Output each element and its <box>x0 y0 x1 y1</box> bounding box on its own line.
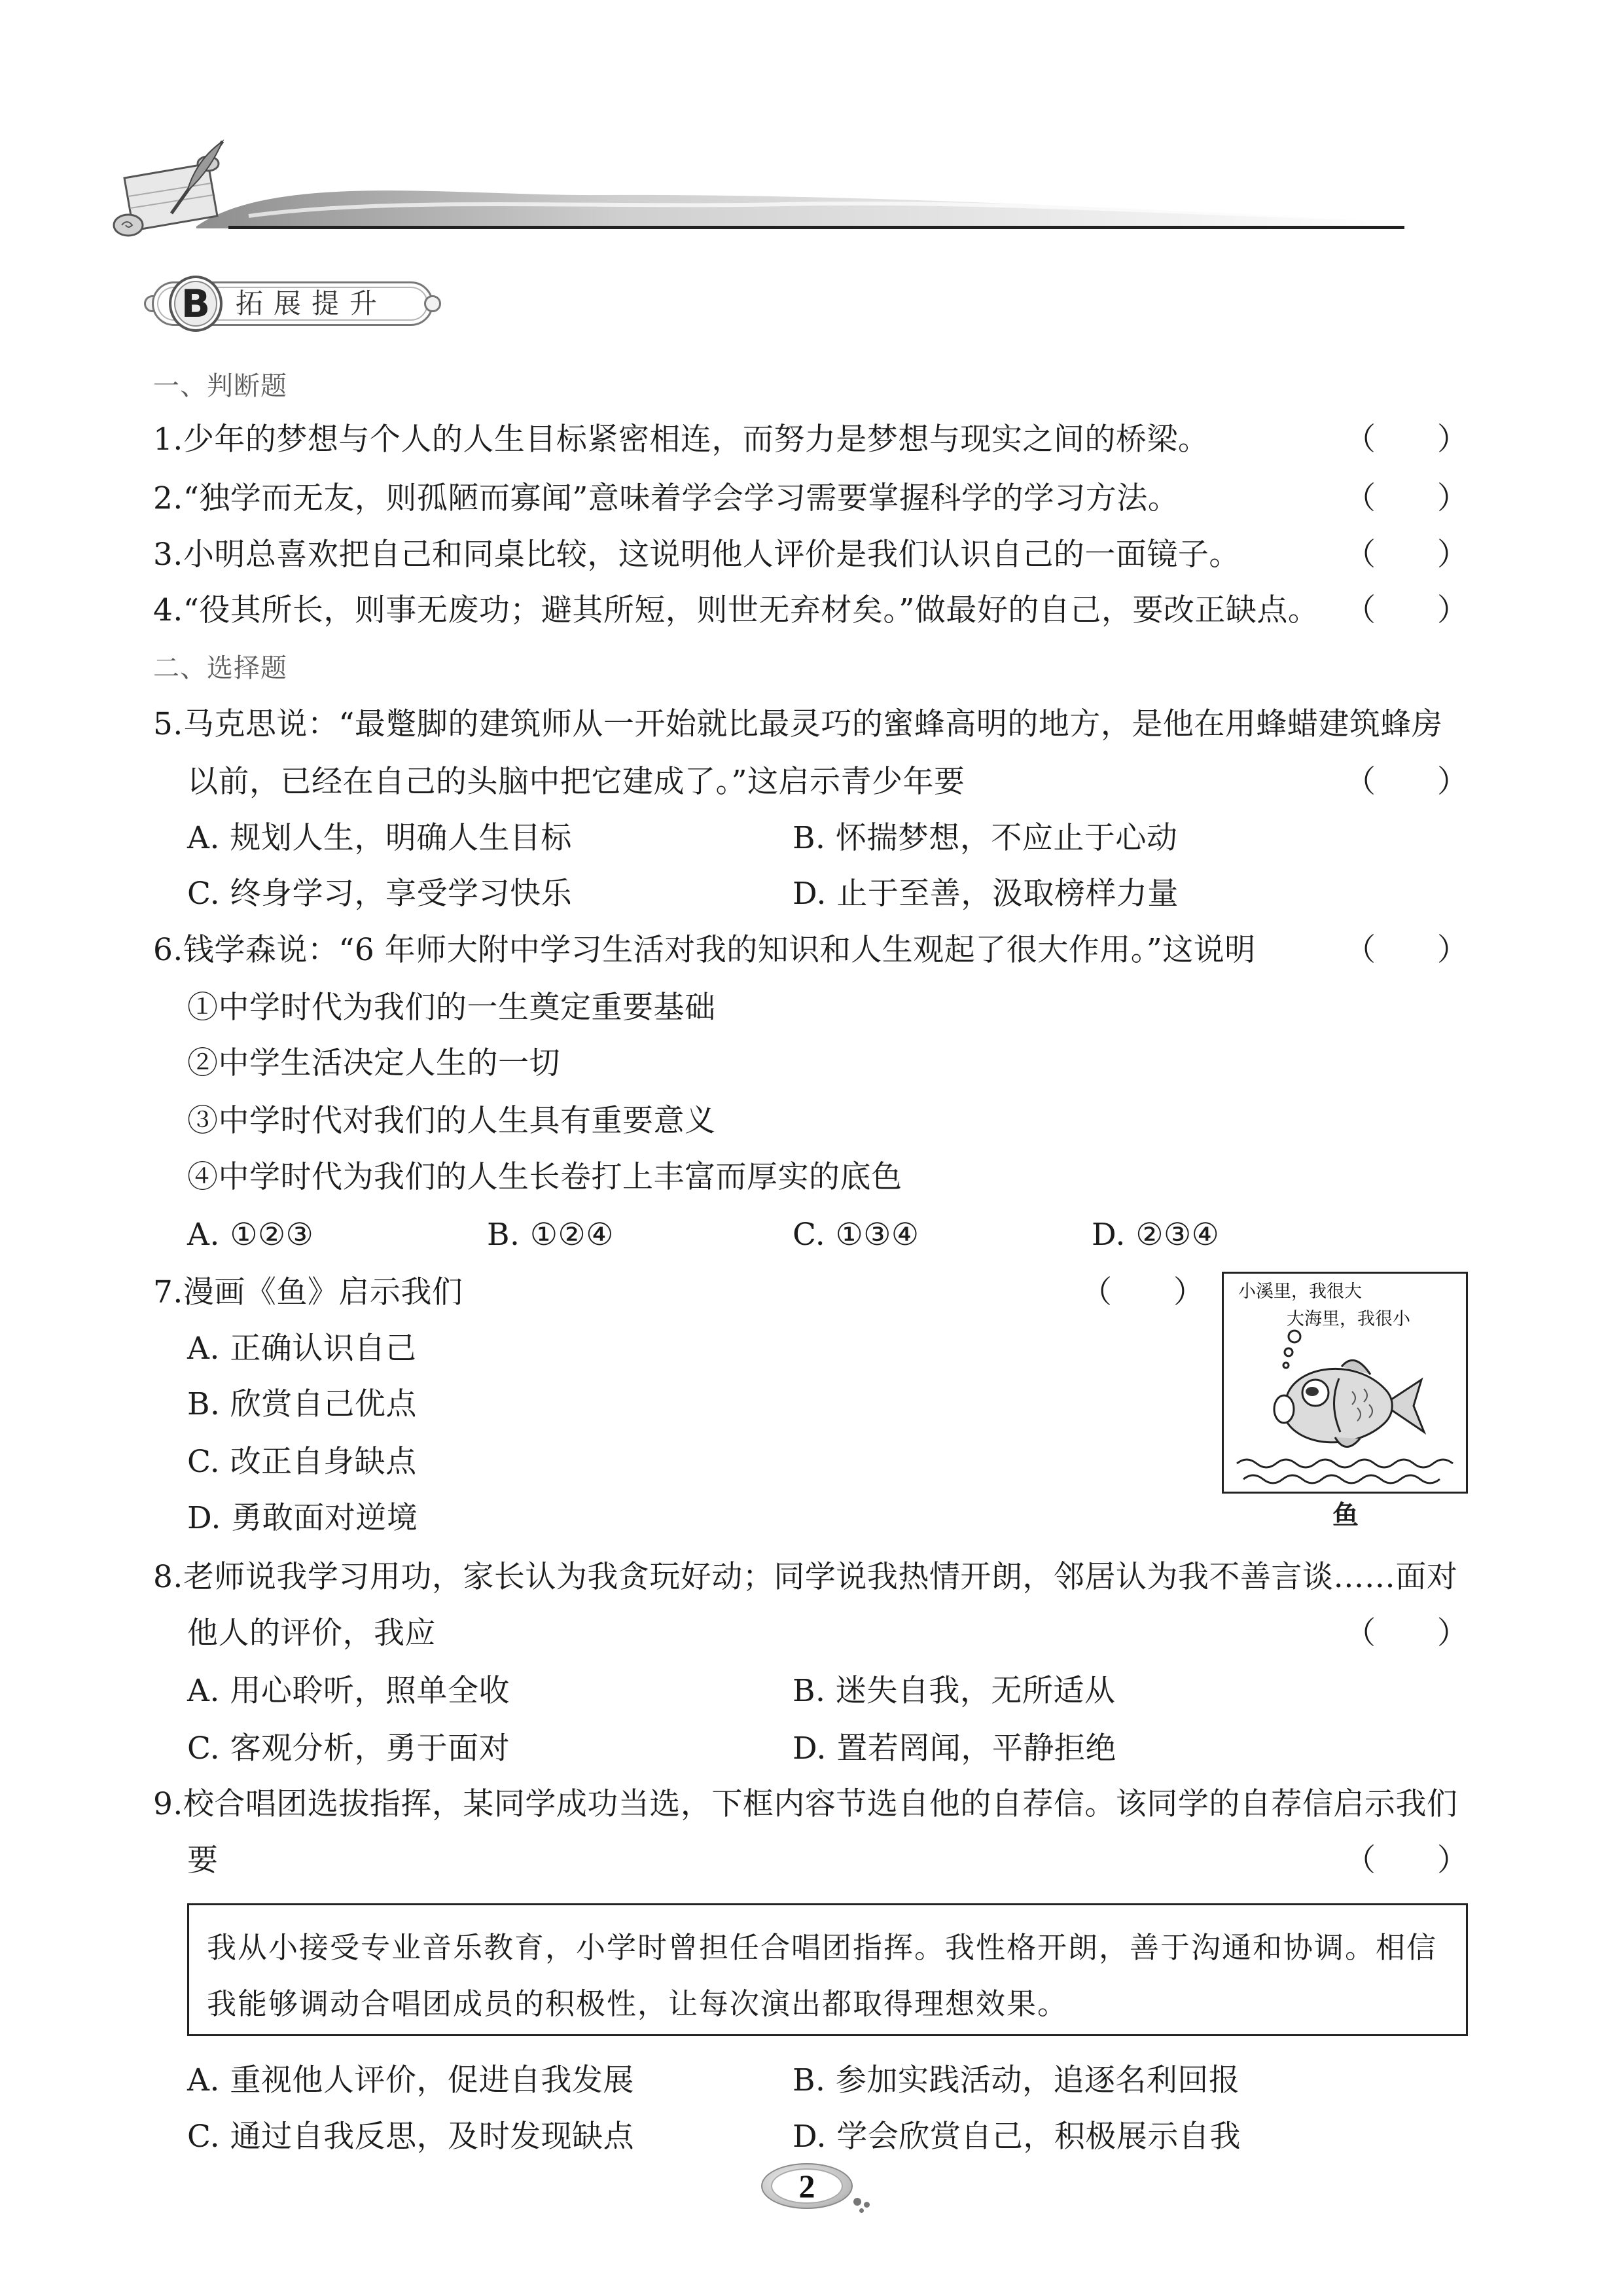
excerpt-line-1: 我从小接受专业音乐教育，小学时曾担任合唱团指挥。我性格开朗，善于沟通和协调。相信 <box>207 1930 1438 1965</box>
section-letter-circle <box>169 276 223 332</box>
answer-blank: （ ） <box>1345 422 1468 457</box>
q6-statement-4: ④中学时代为我们的人生长卷打上丰富而厚实的底色 <box>187 1159 902 1195</box>
q8-stem-line-1: 8.老师说我学习用功，家长认为我贪玩好动；同学说我热情开朗，邻居认为我不善言谈……面对 <box>153 1559 1458 1595</box>
q8-option-d: D. 置若罔闻，平静拒绝 <box>793 1731 1116 1767</box>
wave-lines <box>1237 1460 1453 1483</box>
q9-option-d: D. 学会欣赏自己，积极展示自我 <box>793 2119 1241 2155</box>
q8-stem-line-2: 他人的评价，我应 <box>187 1615 436 1651</box>
answer-blank: （ ） <box>1345 480 1468 516</box>
q9-stem-line-1: 9.校合唱团选拔指挥，某同学成功当选，下框内容节选自他的自荐信。该同学的自荐信启示我们 <box>153 1786 1458 1822</box>
q6-statement-2: ②中学生活决定人生的一切 <box>187 1045 560 1081</box>
cartoon-speech-2: 大海里，我很小 <box>1287 1309 1410 1329</box>
header-decoration <box>0 0 1623 262</box>
choice-heading: 二、选择题 <box>153 653 287 683</box>
q5-stem-line-1: 5.马克思说：“最蹩脚的建筑师从一开始就比最灵巧的蜜蜂高明的地方，是他在用蜂蜡建筑蜂房 <box>153 706 1443 742</box>
q9-option-c: C. 通过自我反思，及时发现缺点 <box>187 2119 635 2155</box>
q7-stem-line-1: 7.漫画《鱼》启示我们 <box>153 1274 463 1310</box>
q6-stem-line-1: 6.钱学森说：“6 年师大附中学习生活对我的知识和人生观起了很大作用。”这说明 <box>153 932 1256 968</box>
section-title: 拓展提升 <box>236 287 388 319</box>
badge-right-ornament <box>424 295 441 312</box>
header-band <box>196 190 1404 228</box>
q6-option-d: D. ②③④ <box>1092 1217 1220 1253</box>
q6-option-b: B. ①②④ <box>487 1217 614 1253</box>
q5-option-a: A. 规划人生，明确人生目标 <box>187 820 572 856</box>
header-rule <box>228 226 1404 229</box>
page-number: 2 <box>798 2168 815 2204</box>
answer-blank: （ ） <box>1081 1274 1204 1310</box>
bubble-icon <box>1283 1331 1300 1368</box>
q9-option-b: B. 参加实践活动，追逐名利回报 <box>793 2062 1240 2098</box>
q8-option-c: C. 客观分析，勇于面对 <box>187 1731 510 1767</box>
judgment-item-3: 3.小明总喜欢把自己和同桌比较，这说明他人评价是我们认识自己的一面镜子。 <box>153 537 1240 573</box>
q6-option-a: A. ①②③ <box>187 1217 314 1253</box>
cartoon-speech-1: 小溪里，我很大 <box>1238 1282 1362 1302</box>
page-number-dot <box>859 2208 864 2213</box>
section-letter: B <box>181 281 211 326</box>
q5-option-d: D. 止于至善，汲取榜样力量 <box>793 876 1179 912</box>
q6-statement-1: ①中学时代为我们的一生奠定重要基础 <box>187 990 716 1026</box>
cartoon-caption: 鱼 <box>1332 1500 1359 1530</box>
judgment-heading: 一、判断题 <box>153 371 287 401</box>
answer-blank: （ ） <box>1345 1842 1468 1878</box>
q7-option-b: B. 欣赏自己优点 <box>187 1386 417 1422</box>
q9-stem-line-2: 要 <box>187 1842 219 1878</box>
answer-blank: （ ） <box>1345 537 1468 573</box>
q5-stem-line-2: 以前，已经在自己的头脑中把它建成了。”这启示青少年要 <box>187 764 965 800</box>
judgment-item-1: 1.少年的梦想与个人的人生目标紧密相连，而努力是梦想与现实之间的桥梁。 <box>153 422 1209 457</box>
answer-blank: （ ） <box>1345 592 1468 628</box>
judgment-item-4: 4.“役其所长，则事无废功；避其所短，则世无弃材矣。”做最好的自己，要改正缺点。 <box>153 592 1319 628</box>
q5-option-b: B. 怀揣梦想，不应止于心动 <box>793 820 1178 856</box>
page-number-dot <box>853 2198 861 2206</box>
q6-option-c: C. ①③④ <box>793 1217 919 1253</box>
excerpt-line-2: 我能够调动合唱团成员的积极性，让每次演出都取得理想效果。 <box>207 1986 1069 2021</box>
answer-blank: （ ） <box>1345 764 1468 800</box>
q7-option-c: C. 改正自身缺点 <box>187 1444 417 1480</box>
answer-blank: （ ） <box>1345 932 1468 968</box>
fish-icon <box>1274 1360 1424 1446</box>
answer-blank: （ ） <box>1345 1615 1468 1651</box>
q5-option-c: C. 终身学习，享受学习快乐 <box>187 876 573 912</box>
q7-option-a: A. 正确认识自己 <box>187 1331 417 1367</box>
q8-option-a: A. 用心聆听，照单全收 <box>187 1673 510 1709</box>
page-number-dot <box>864 2202 870 2208</box>
q9-option-a: A. 重视他人评价，促进自我发展 <box>187 2062 634 2098</box>
q6-statement-3: ③中学时代对我们的人生具有重要意义 <box>187 1103 716 1139</box>
q8-option-b: B. 迷失自我，无所适从 <box>793 1673 1116 1709</box>
fish-cartoon <box>1222 1272 1468 1494</box>
judgment-item-2: 2.“独学而无友，则孤陋而寡闻”意味着学会学习需要掌握科学的学习方法。 <box>153 480 1179 516</box>
q7-option-d: D. 勇敢面对逆境 <box>187 1500 418 1536</box>
